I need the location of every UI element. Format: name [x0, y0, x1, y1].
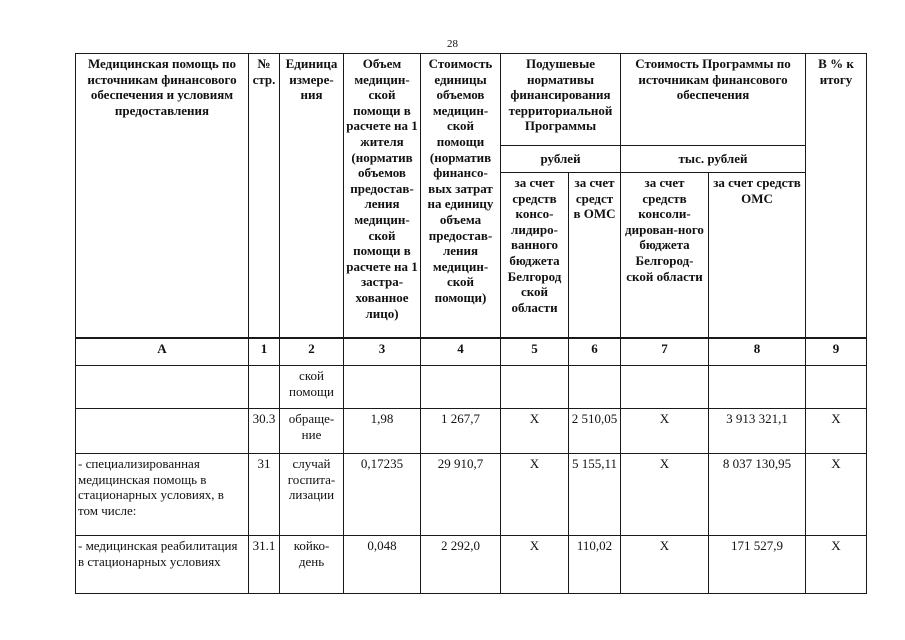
cell-n: 31.1: [249, 536, 280, 594]
table-row: [76, 536, 867, 594]
cell-unit: койко-день: [280, 536, 344, 594]
cell-n: 31: [249, 454, 280, 536]
header-col-7: за счет средств консоли-дирован-ного бюджета Белгород-ской области: [621, 173, 709, 338]
column-number: 8: [709, 338, 806, 366]
header-col-4: Стоимость единицы объемов медицин-ской помощи (норматив финансо-вых затрат на единицу объема предостав-ления медицин-ской помощи): [421, 54, 501, 338]
column-number: 9: [806, 338, 867, 366]
cell-n: [249, 366, 280, 409]
cell-v8: 171 527,9: [709, 536, 806, 594]
cell-v7: Х: [621, 409, 709, 454]
cell-v5: Х: [501, 454, 569, 536]
cell-v9: Х: [806, 454, 867, 536]
cell-v5: [501, 366, 569, 409]
cell-a: [76, 409, 249, 454]
cell-v5: Х: [501, 536, 569, 594]
cell-v8: 3 913 321,1: [709, 409, 806, 454]
header-unit-thousand-rub: тыс. рублей: [621, 146, 806, 173]
cell-v7: Х: [621, 454, 709, 536]
cell-v7: [621, 366, 709, 409]
header-col-3: Объем медицин-ской помощи в расчете на 1 жителя (норматив объемов предостав-ления медицин-ской помощи в расчете на 1 застра-хованное лицо): [344, 54, 421, 338]
cell-v3: 0,17235: [344, 454, 421, 536]
cell-v8: 8 037 130,95: [709, 454, 806, 536]
cell-unit: обраще-ние: [280, 409, 344, 454]
cell-v8: [709, 366, 806, 409]
table-row: [76, 454, 867, 536]
cell-unit: случай госпита-лизации: [280, 454, 344, 536]
page-number: 28: [447, 38, 458, 50]
cell-v5: Х: [501, 409, 569, 454]
cell-v4: 2 292,0: [421, 536, 501, 594]
column-number: 5: [501, 338, 569, 366]
cell-a: [76, 366, 249, 409]
column-number: 4: [421, 338, 501, 366]
header-col-6: за счет средст в ОМС: [569, 173, 621, 338]
column-number: 2: [280, 338, 344, 366]
cell-v6: 110,02: [569, 536, 621, 594]
cell-v6: 5 155,11: [569, 454, 621, 536]
header-group-cost: Стоимость Программы по источникам финансового обеспечения: [621, 54, 806, 146]
column-number: 7: [621, 338, 709, 366]
cell-v3: [344, 366, 421, 409]
header-col-8: за счет средств ОМС: [709, 173, 806, 338]
cell-v4: 1 267,7: [421, 409, 501, 454]
cell-n: 30.3: [249, 409, 280, 454]
cell-v3: 1,98: [344, 409, 421, 454]
cell-v4: [421, 366, 501, 409]
header-col-1: № стр.: [249, 54, 280, 338]
column-number: А: [76, 338, 249, 366]
header-unit-rub: рублей: [501, 146, 621, 173]
table-row: [76, 409, 867, 454]
cell-a: - специализированная медицинская помощь в стационарных условиях, в том числе:: [76, 454, 249, 536]
header-col-a: Медицинская помощь по источникам финансового обеспечения и условиям предоставления: [76, 54, 249, 338]
cell-v4: 29 910,7: [421, 454, 501, 536]
cell-unit: ской помощи: [280, 366, 344, 409]
cell-v9: Х: [806, 409, 867, 454]
cell-v3: 0,048: [344, 536, 421, 594]
cell-v9: [806, 366, 867, 409]
column-number: 6: [569, 338, 621, 366]
cell-v9: Х: [806, 536, 867, 594]
header-col-5: за счет средств консо-лидиро-ванного бюджета Белгород ской области: [501, 173, 569, 338]
program-cost-table: [75, 53, 867, 594]
table-row: [76, 366, 867, 409]
column-number: 3: [344, 338, 421, 366]
column-number: 1: [249, 338, 280, 366]
cell-v6: 2 510,05: [569, 409, 621, 454]
header-col-2: Единица измере-ния: [280, 54, 344, 338]
header-col-9: В % к итогу: [806, 54, 867, 338]
cell-a: - медицинская реабилитация в стационарных условиях: [76, 536, 249, 594]
header-group-per-capita: Подушевые нормативы финансирования территориальной Программы: [501, 54, 621, 146]
cell-v7: Х: [621, 536, 709, 594]
cell-v6: [569, 366, 621, 409]
